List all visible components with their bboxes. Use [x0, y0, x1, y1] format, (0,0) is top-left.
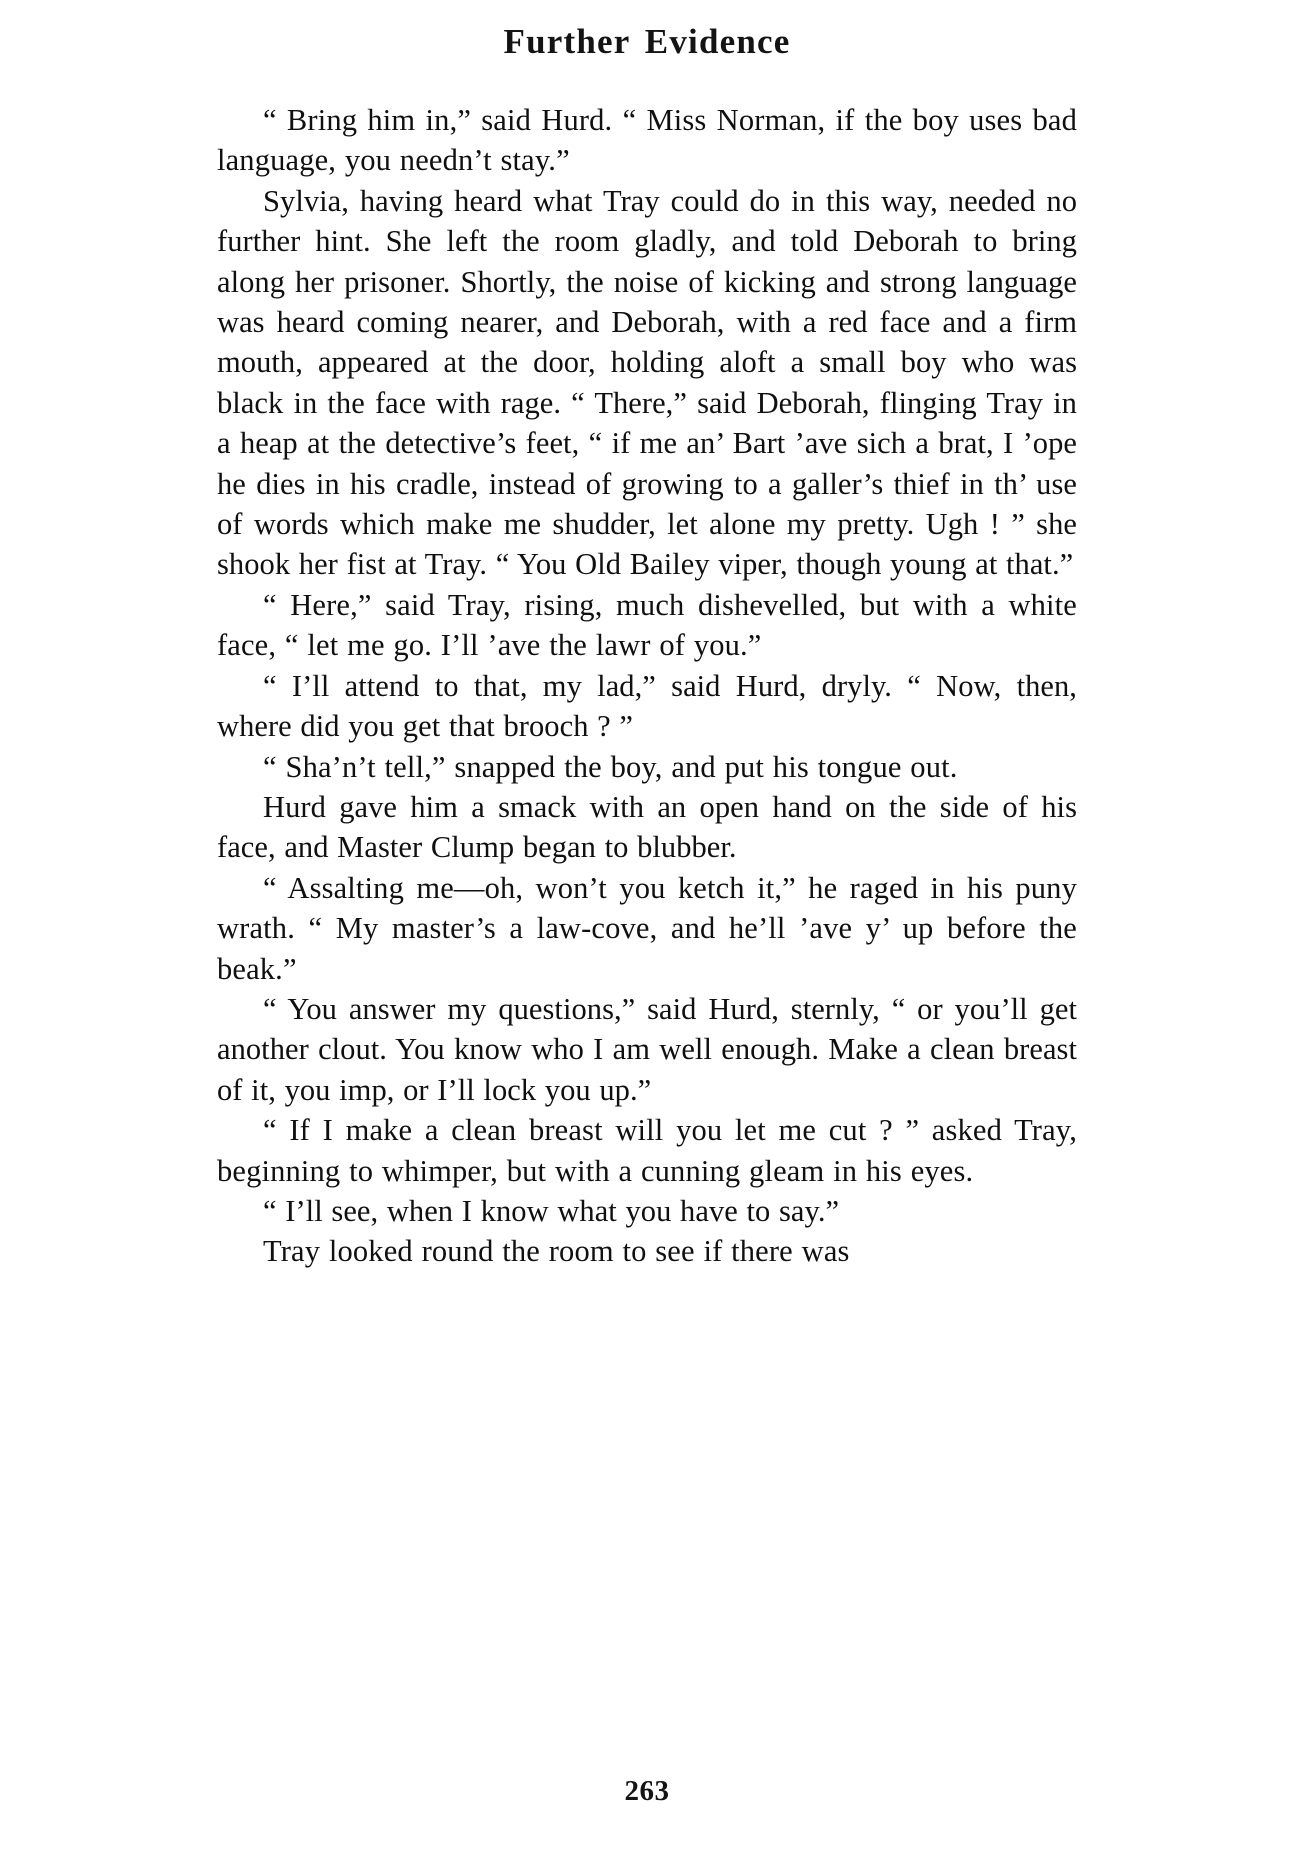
page-number: 263: [624, 1775, 670, 1807]
paragraph: Tray looked round the room to see if there was: [263, 1234, 850, 1269]
paragraph: “ If I make a clean breast will you let me cut ? ” asked Tray, beginning to whimper, but with a cunning gleam in his eyes.: [217, 1113, 1077, 1188]
paragraph: “ I’ll attend to that, my lad,” said Hurd, dryly. “ Now, then, where did you get that brooch ? ”: [217, 668, 1077, 744]
paragraph: “ Bring him in,” said Hurd. “ Miss Norman, if the boy uses bad language, you needn’t stay.”: [217, 103, 1077, 178]
paragraph: “ I’ll see, when I know what you have to say.”: [263, 1193, 840, 1228]
paragraph: “ Assalting me—oh, won’t you ketch it,” he raged in his puny wrath. “ My master’s a law-cove, and he’ll ’ave y’ up before the beak.”: [217, 870, 1077, 986]
paragraph: “ You answer my questions,” said Hurd, sternly, “ or you’ll get another clout. You know who I am well enough. Make a clean breast of it, you imp, or I’ll lock you up.”: [217, 991, 1077, 1107]
body-text-column: [217, 100, 1077, 1272]
paragraph: “ Sha’n’t tell,” snapped the boy, and put his tongue out.: [263, 749, 958, 784]
paragraph: “ Here,” said Tray, rising, much dishevelled, but with a white face, “ let me go. I’ll ’ave the lawr of you.”: [217, 587, 1077, 663]
paragraph: Sylvia, having heard what Tray could do in this way, needed no further hint. She left the room gladly, and told Deborah to bring along her prisoner. Shortly, the noise of kicking and strong language was heard coming nearer, and Deborah, with a red face and a firm mouth, appeared at the door, holding aloft a small boy who was black in the face with rage. “ There,” said Deborah, flinging Tray in a heap at the detective’s feet, “ if me an’ Bart ’ave sich a brat, I ’ope he dies in his cradle, instead of growing to a galler’s thief in th’ use of words which make me shudder, let alone my pretty. Ugh ! ” she shook her fist at Tray. “ You Old Bailey viper, though young at that.”: [217, 183, 1077, 582]
running-head: Further Evidence: [503, 22, 791, 61]
paragraph: Hurd gave him a smack with an open hand on the side of his face, and Master Clump began to blubber.: [217, 789, 1077, 865]
